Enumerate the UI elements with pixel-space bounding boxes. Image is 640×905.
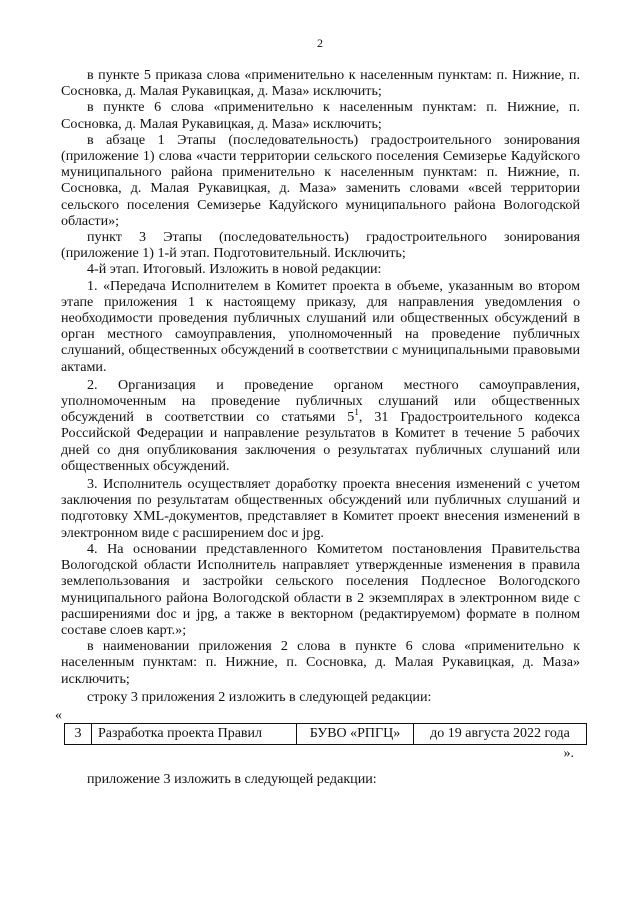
- table-row: [65, 723, 587, 744]
- paragraph-12: приложение 3 изложить в следующей редакции:: [87, 770, 377, 787]
- paragraph-9: 4. На основании представленного Комитетом постановления Правительства Вологодской области Исполнитель направляет утвержденные изменения в правила землепользования и застройки сельского поселения Подлесное Вологодского муниципального района Вологодской области в 2 экземплярах в электронном виде с расширениями doc и jpg, а также в векторном (редактируемом) формате в полном составе слоев карт.»;: [61, 540, 580, 638]
- paragraph-7: [61, 377, 580, 474]
- paragraph-10: в наименовании приложения 2 слова в пункте 6 слова «применительно к населенным пунктам: п. Нижние, п. Сосновка, д. Малая Рукавицкая, д. Маза» исключить;: [61, 638, 580, 687]
- paragraph-2: в пункте 6 слова «применительно к населенным пунктам: п. Нижние, п. Сосновка, д. Малая Рукавицкая, д. Маза» исключить;: [61, 99, 580, 132]
- paragraph-6: 1. «Передача Исполнителем в Комитет проекта в объеме, указанным во втором этапе приложения 1 к настоящему приказу, для направления уведомления о необходимости проведения публичных слушаний или общественных обсуждений в орган местного самоуправления, уполномоченный на проведение публичных слушаний, общественных обсуждений в соответствии с муниципальными правовыми актами.: [61, 277, 580, 375]
- deadline-cell: до 19 августа 2022 года: [414, 723, 587, 744]
- paragraph-4: пункт 3 Этапы (последовательность) градостроительного зонирования (приложение 1) 1-й этап. Подготовительный. Исключить;: [61, 229, 580, 262]
- paragraph-1: в пункте 5 приказа слова «применительно к населенным пунктам: п. Нижние, п. Сосновка, д. Малая Рукавицкая, д. Маза» исключить;: [61, 67, 580, 100]
- superscript-1: 1: [354, 407, 359, 418]
- row-number-cell: 3: [65, 723, 92, 744]
- paragraph-3: в абзаце 1 Этапы (последовательность) градостроительного зонирования (приложение 1) слова «части территории сельского поселения Семизерье Кадуйского муниципального района применительно к населенным пунктам: п. Нижние, п. Сосновка, д. Малая Рукавицкая, д. Маза» заменить словами «всей территории сельского поселения Семизерье Кадуйского муниципального района Вологодской области»;: [61, 131, 580, 229]
- quote-open: «: [55, 707, 62, 723]
- document-body: [55, 67, 580, 787]
- paragraph-11: строку 3 приложения 2 изложить в следующей редакции:: [87, 688, 432, 705]
- executor-cell: БУВО «РПГЦ»: [297, 723, 414, 744]
- schedule-table: [64, 723, 587, 745]
- paragraph-8: 3. Исполнитель осуществляет доработку проекта внесения изменений с учетом заключения по результатам общественных обсуждений или публичных слушаний и подготовку XML-документов, представляет в Комитет проект внесения изменений в электронном виде с расширением doc и jpg.: [61, 476, 580, 541]
- page-number: 2: [317, 36, 323, 50]
- paragraph-5: 4-й этап. Итоговый. Изложить в новой редакции:: [87, 261, 382, 278]
- paragraph-7-part-2: , 31 Градостроительного кодекса Российской Федерации и направление результатов в Комитет в течение 5 рабочих дней со дня опубликования заключения о результатах публичных слушаний или общественных обсуждений.: [61, 409, 580, 474]
- stage-name-cell: Разработка проекта Правил: [92, 723, 297, 744]
- quote-close: ».: [563, 745, 574, 761]
- paragraph-7-part-1: 2. Организация и проведение органом местного самоуправления, уполномоченным на проведение публичных слушаний или общественных обсуждений в соответствии со статьями 5: [61, 376, 580, 426]
